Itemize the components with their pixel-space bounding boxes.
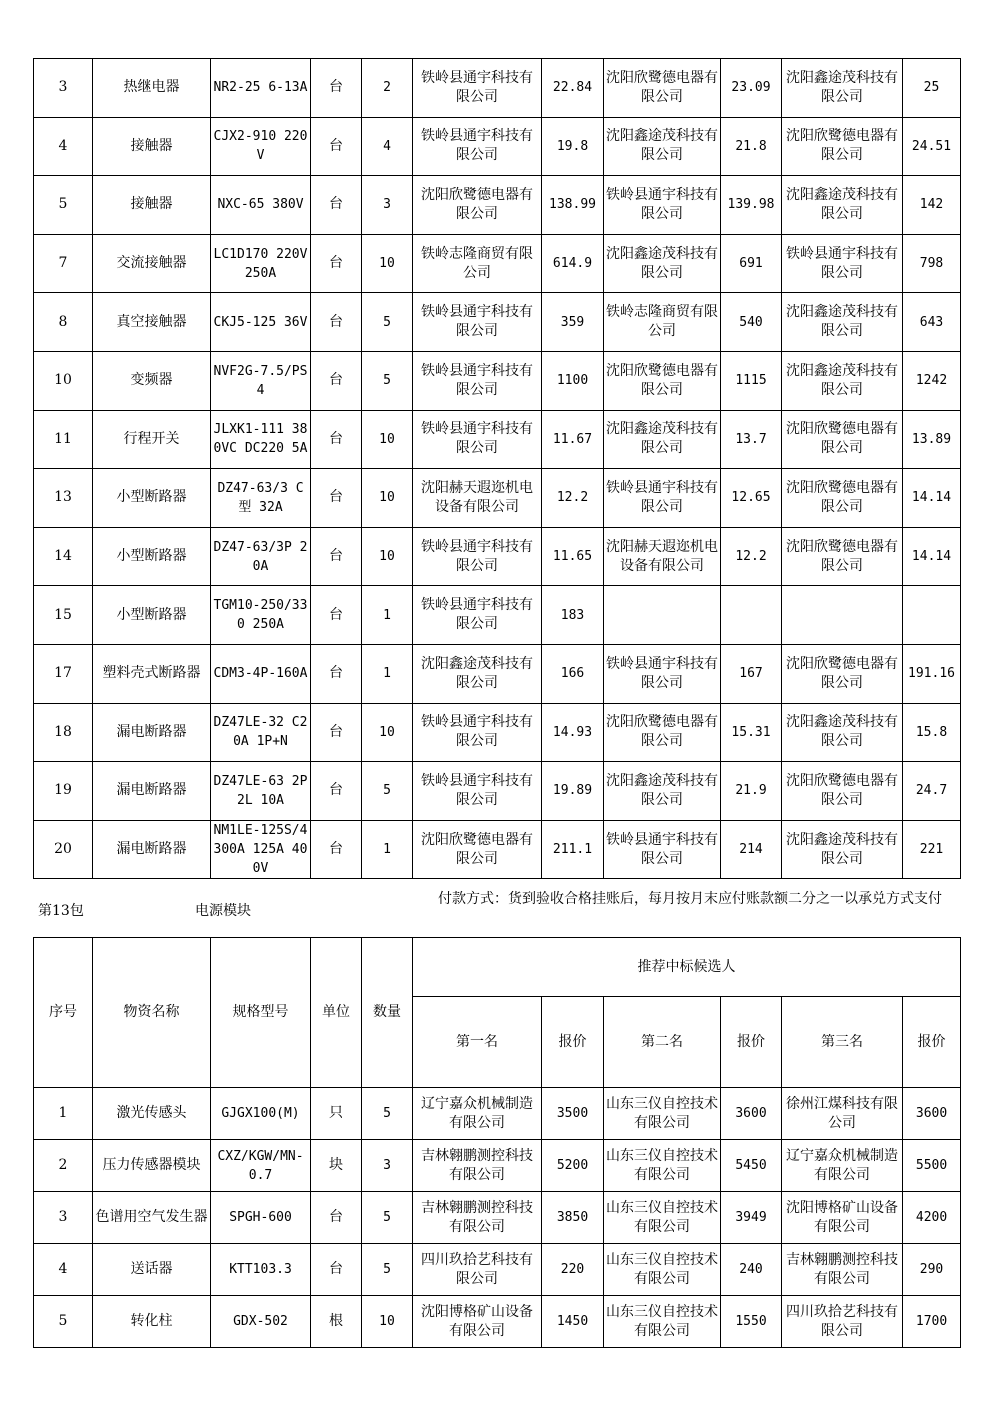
quantity-cell: 10 (362, 1296, 413, 1348)
unit-cell: 台 (311, 586, 362, 645)
quantity-cell: 4 (362, 117, 413, 176)
header-price2: 报价 (721, 997, 782, 1088)
third-candidate-cell: 沈阳鑫途茂科技有限公司 (782, 351, 903, 410)
row-number-cell: 10 (34, 351, 93, 410)
second-candidate-cell: 铁岭县通宇科技有限公司 (604, 644, 721, 703)
second-price-cell: 214 (721, 820, 782, 879)
third-candidate-cell: 沈阳欣鹭德电器有限公司 (782, 410, 903, 469)
third-price-cell: 4200 (903, 1192, 961, 1244)
table-row (34, 1088, 961, 1140)
third-candidate-cell: 铁岭县通宇科技有限公司 (782, 234, 903, 293)
first-candidate-cell: 沈阳鑫途茂科技有限公司 (413, 644, 542, 703)
spec-model-cell: JLXK1-111 380VC DC220 5A (211, 410, 311, 469)
quantity-cell: 10 (362, 234, 413, 293)
first-price-cell: 1450 (542, 1296, 604, 1348)
spec-model-cell: DZ47LE-63 2P2L 10A (211, 762, 311, 821)
header-name: 物资名称 (93, 938, 211, 1088)
third-candidate-cell: 沈阳鑫途茂科技有限公司 (782, 820, 903, 879)
second-candidate-cell: 铁岭县通宇科技有限公司 (604, 469, 721, 528)
item-name-cell: 小型断路器 (93, 586, 211, 645)
item-name-cell: 变频器 (93, 351, 211, 410)
first-candidate-cell: 铁岭县通宇科技有限公司 (413, 117, 542, 176)
spec-model-cell: CKJ5-125 36V (211, 293, 311, 352)
third-price-cell: 15.8 (903, 703, 961, 762)
third-price-cell: 643 (903, 293, 961, 352)
third-price-cell: 24.51 (903, 117, 961, 176)
item-name-cell: 激光传感头 (93, 1088, 211, 1140)
row-number-cell: 14 (34, 527, 93, 586)
row-number-cell: 7 (34, 234, 93, 293)
unit-cell: 台 (311, 1192, 362, 1244)
spec-model-cell: DZ47-63/3P 20A (211, 527, 311, 586)
row-number-cell: 4 (34, 117, 93, 176)
unit-cell: 根 (311, 1296, 362, 1348)
first-price-cell: 14.93 (542, 703, 604, 762)
first-price-cell: 1100 (542, 351, 604, 410)
third-candidate-cell: 沈阳博格矿山设备有限公司 (782, 1192, 903, 1244)
item-name-cell: 真空接触器 (93, 293, 211, 352)
first-candidate-cell: 铁岭县通宇科技有限公司 (413, 410, 542, 469)
unit-cell: 台 (311, 1244, 362, 1296)
unit-cell: 台 (311, 644, 362, 703)
second-price-cell: 21.9 (721, 762, 782, 821)
first-candidate-cell: 铁岭县通宇科技有限公司 (413, 293, 542, 352)
second-candidate-cell: 山东三仪自控技术有限公司 (604, 1296, 721, 1348)
header-second: 第二名 (604, 997, 721, 1088)
header-unit: 单位 (311, 938, 362, 1088)
quantity-cell: 10 (362, 410, 413, 469)
second-candidate-cell: 沈阳赫天遐迩机电设备有限公司 (604, 527, 721, 586)
quantity-cell: 1 (362, 644, 413, 703)
first-candidate-cell: 铁岭县通宇科技有限公司 (413, 762, 542, 821)
row-number-cell: 1 (34, 1088, 93, 1140)
row-number-cell: 11 (34, 410, 93, 469)
third-candidate-cell: 沈阳鑫途茂科技有限公司 (782, 176, 903, 235)
first-candidate-cell: 吉林翱鹏测控科技有限公司 (413, 1192, 542, 1244)
first-candidate-cell: 铁岭县通宇科技有限公司 (413, 351, 542, 410)
third-price-cell: 1242 (903, 351, 961, 410)
third-candidate-cell: 徐州江煤科技有限公司 (782, 1088, 903, 1140)
second-candidate-cell: 铁岭县通宇科技有限公司 (604, 176, 721, 235)
row-number-cell: 13 (34, 469, 93, 528)
second-candidate-cell: 沈阳鑫途茂科技有限公司 (604, 234, 721, 293)
first-price-cell: 19.89 (542, 762, 604, 821)
header-third: 第三名 (782, 997, 903, 1088)
unit-cell: 台 (311, 820, 362, 879)
quantity-cell: 1 (362, 586, 413, 645)
unit-cell: 台 (311, 351, 362, 410)
item-name-cell: 塑料壳式断路器 (93, 644, 211, 703)
header-qty: 数量 (362, 938, 413, 1088)
quantity-cell: 10 (362, 703, 413, 762)
spec-model-cell: GJGX100(M) (211, 1088, 311, 1140)
quantity-cell: 5 (362, 351, 413, 410)
payment-terms: 付款方式：货到验收合格挂账后，每月按月末应付账款额二分之一以承兑方式支付 (438, 891, 942, 907)
unit-cell: 台 (311, 234, 362, 293)
table-row (34, 762, 961, 821)
item-name-cell: 行程开关 (93, 410, 211, 469)
spec-model-cell: CXZ/KGW/MN-0.7 (211, 1140, 311, 1192)
row-number-cell: 19 (34, 762, 93, 821)
third-candidate-cell: 沈阳鑫途茂科技有限公司 (782, 293, 903, 352)
unit-cell: 台 (311, 410, 362, 469)
table-row (34, 293, 961, 352)
third-candidate-cell: 辽宁嘉众机械制造有限公司 (782, 1140, 903, 1192)
row-number-cell: 20 (34, 820, 93, 879)
second-price-cell: 3949 (721, 1192, 782, 1244)
second-price-cell: 12.2 (721, 527, 782, 586)
quantity-cell: 3 (362, 176, 413, 235)
row-number-cell: 2 (34, 1140, 93, 1192)
item-name-cell: 漏电断路器 (93, 703, 211, 762)
second-price-cell: 139.98 (721, 176, 782, 235)
third-candidate-cell: 沈阳欣鹭德电器有限公司 (782, 117, 903, 176)
unit-cell: 只 (311, 1088, 362, 1140)
quantity-cell: 5 (362, 293, 413, 352)
table-row (34, 644, 961, 703)
first-price-cell: 166 (542, 644, 604, 703)
header-spec: 规格型号 (211, 938, 311, 1088)
second-candidate-cell: 山东三仪自控技术有限公司 (604, 1244, 721, 1296)
second-candidate-cell: 铁岭志隆商贸有限公司 (604, 293, 721, 352)
item-name-cell: 接触器 (93, 117, 211, 176)
spec-model-cell: GDX-502 (211, 1296, 311, 1348)
quantity-cell: 5 (362, 1244, 413, 1296)
third-price-cell: 3600 (903, 1088, 961, 1140)
table-row (34, 176, 961, 235)
second-price-cell: 691 (721, 234, 782, 293)
second-candidate-cell: 沈阳鑫途茂科技有限公司 (604, 410, 721, 469)
second-price-cell: 12.65 (721, 469, 782, 528)
first-candidate-cell: 沈阳欣鹭德电器有限公司 (413, 820, 542, 879)
quantity-cell: 10 (362, 527, 413, 586)
first-price-cell: 3850 (542, 1192, 604, 1244)
second-candidate-cell: 沈阳欣鹭德电器有限公司 (604, 703, 721, 762)
spec-model-cell: TGM10-250/330 250A (211, 586, 311, 645)
item-name-cell: 漏电断路器 (93, 820, 211, 879)
first-price-cell: 5200 (542, 1140, 604, 1192)
header-candidates: 推荐中标候选人 (413, 938, 961, 997)
second-price-cell: 1115 (721, 351, 782, 410)
table-row (34, 1140, 961, 1192)
first-candidate-cell: 铁岭县通宇科技有限公司 (413, 586, 542, 645)
unit-cell: 台 (311, 176, 362, 235)
third-price-cell: 1700 (903, 1296, 961, 1348)
table-row (34, 1296, 961, 1348)
second-price-cell (721, 586, 782, 645)
spec-model-cell: NR2-25 6-13A (211, 59, 311, 118)
header-price3: 报价 (903, 997, 961, 1088)
header-price1: 报价 (542, 997, 604, 1088)
unit-cell: 台 (311, 117, 362, 176)
unit-cell: 台 (311, 469, 362, 528)
third-price-cell: 14.14 (903, 527, 961, 586)
item-name-cell: 漏电断路器 (93, 762, 211, 821)
row-number-cell: 3 (34, 59, 93, 118)
second-candidate-cell: 沈阳鑫途茂科技有限公司 (604, 762, 721, 821)
first-candidate-cell: 沈阳欣鹭德电器有限公司 (413, 176, 542, 235)
third-price-cell: 14.14 (903, 469, 961, 528)
first-price-cell: 220 (542, 1244, 604, 1296)
table-row (34, 469, 961, 528)
quantity-cell: 5 (362, 762, 413, 821)
third-price-cell: 191.16 (903, 644, 961, 703)
second-candidate-cell: 山东三仪自控技术有限公司 (604, 1088, 721, 1140)
unit-cell: 块 (311, 1140, 362, 1192)
third-candidate-cell: 沈阳鑫途茂科技有限公司 (782, 703, 903, 762)
item-name-cell: 小型断路器 (93, 469, 211, 528)
second-price-cell: 15.31 (721, 703, 782, 762)
first-price-cell: 183 (542, 586, 604, 645)
quantity-cell: 5 (362, 1192, 413, 1244)
row-number-cell: 4 (34, 1244, 93, 1296)
quantity-cell: 5 (362, 1088, 413, 1140)
quantity-cell: 1 (362, 820, 413, 879)
package-name: 电源模块 (195, 903, 251, 919)
third-price-cell (903, 586, 961, 645)
third-price-cell: 142 (903, 176, 961, 235)
second-candidate-cell: 山东三仪自控技术有限公司 (604, 1192, 721, 1244)
row-number-cell: 17 (34, 644, 93, 703)
first-price-cell: 19.8 (542, 117, 604, 176)
second-candidate-cell: 山东三仪自控技术有限公司 (604, 1140, 721, 1192)
first-price-cell: 614.9 (542, 234, 604, 293)
table-row (34, 527, 961, 586)
table-row (34, 703, 961, 762)
table-row (34, 820, 961, 879)
second-price-cell: 3600 (721, 1088, 782, 1140)
first-price-cell: 3500 (542, 1088, 604, 1140)
third-price-cell: 13.89 (903, 410, 961, 469)
second-price-cell: 167 (721, 644, 782, 703)
first-candidate-cell: 铁岭县通宇科技有限公司 (413, 59, 542, 118)
spec-model-cell: LC1D170 220V 250A (211, 234, 311, 293)
second-price-cell: 13.7 (721, 410, 782, 469)
first-price-cell: 11.67 (542, 410, 604, 469)
second-candidate-cell: 沈阳欣鹭德电器有限公司 (604, 351, 721, 410)
third-candidate-cell: 沈阳欣鹭德电器有限公司 (782, 644, 903, 703)
package-label: 第13包 (38, 903, 84, 919)
row-number-cell: 3 (34, 1192, 93, 1244)
first-price-cell: 211.1 (542, 820, 604, 879)
third-candidate-cell: 沈阳欣鹭德电器有限公司 (782, 469, 903, 528)
first-candidate-cell: 铁岭志隆商贸有限公司 (413, 234, 542, 293)
first-candidate-cell: 沈阳赫天遐迩机电设备有限公司 (413, 469, 542, 528)
first-price-cell: 22.84 (542, 59, 604, 118)
quantity-cell: 2 (362, 59, 413, 118)
second-price-cell: 240 (721, 1244, 782, 1296)
second-price-cell: 540 (721, 293, 782, 352)
second-candidate-cell: 沈阳欣鹭德电器有限公司 (604, 59, 721, 118)
third-price-cell: 5500 (903, 1140, 961, 1192)
spec-model-cell: NVF2G-7.5/PS4 (211, 351, 311, 410)
spec-model-cell: NM1LE-125S/4300A 125A 400V (211, 820, 311, 879)
item-name-cell: 转化柱 (93, 1296, 211, 1348)
third-candidate-cell: 四川玖拾艺科技有限公司 (782, 1296, 903, 1348)
third-candidate-cell: 沈阳鑫途茂科技有限公司 (782, 59, 903, 118)
unit-cell: 台 (311, 59, 362, 118)
table-row (34, 1192, 961, 1244)
third-candidate-cell: 沈阳欣鹭德电器有限公司 (782, 527, 903, 586)
third-price-cell: 798 (903, 234, 961, 293)
header-first: 第一名 (413, 997, 542, 1088)
first-candidate-cell: 四川玖拾艺科技有限公司 (413, 1244, 542, 1296)
second-candidate-cell: 铁岭县通宇科技有限公司 (604, 820, 721, 879)
item-name-cell: 压力传感器模块 (93, 1140, 211, 1192)
spec-model-cell: CJX2-910 220V (211, 117, 311, 176)
first-candidate-cell: 铁岭县通宇科技有限公司 (413, 527, 542, 586)
first-price-cell: 12.2 (542, 469, 604, 528)
bid-table-package-13 (33, 937, 961, 1348)
table-row (34, 586, 961, 645)
bid-table-continued (33, 58, 961, 879)
table-row (34, 117, 961, 176)
second-price-cell: 23.09 (721, 59, 782, 118)
first-candidate-cell: 沈阳博格矿山设备有限公司 (413, 1296, 542, 1348)
table-row (34, 1244, 961, 1296)
spec-model-cell: KTT103.3 (211, 1244, 311, 1296)
row-number-cell: 5 (34, 1296, 93, 1348)
second-price-cell: 5450 (721, 1140, 782, 1192)
first-candidate-cell: 辽宁嘉众机械制造有限公司 (413, 1088, 542, 1140)
spec-model-cell: DZ47LE-32 C20A 1P+N (211, 703, 311, 762)
unit-cell: 台 (311, 703, 362, 762)
quantity-cell: 10 (362, 469, 413, 528)
table-row (34, 59, 961, 118)
second-price-cell: 21.8 (721, 117, 782, 176)
row-number-cell: 8 (34, 293, 93, 352)
first-candidate-cell: 吉林翱鹏测控科技有限公司 (413, 1140, 542, 1192)
unit-cell: 台 (311, 527, 362, 586)
table-row (34, 351, 961, 410)
third-candidate-cell: 吉林翱鹏测控科技有限公司 (782, 1244, 903, 1296)
third-price-cell: 290 (903, 1244, 961, 1296)
third-price-cell: 25 (903, 59, 961, 118)
table-row (34, 234, 961, 293)
third-price-cell: 221 (903, 820, 961, 879)
item-name-cell: 热继电器 (93, 59, 211, 118)
item-name-cell: 小型断路器 (93, 527, 211, 586)
first-price-cell: 359 (542, 293, 604, 352)
third-candidate-cell: 沈阳欣鹭德电器有限公司 (782, 762, 903, 821)
item-name-cell: 交流接触器 (93, 234, 211, 293)
first-price-cell: 138.99 (542, 176, 604, 235)
second-candidate-cell: 沈阳鑫途茂科技有限公司 (604, 117, 721, 176)
header-no: 序号 (34, 938, 93, 1088)
spec-model-cell: CDM3-4P-160A (211, 644, 311, 703)
third-price-cell: 24.7 (903, 762, 961, 821)
item-name-cell: 送话器 (93, 1244, 211, 1296)
row-number-cell: 18 (34, 703, 93, 762)
item-name-cell: 接触器 (93, 176, 211, 235)
spec-model-cell: SPGH-600 (211, 1192, 311, 1244)
first-price-cell: 11.65 (542, 527, 604, 586)
item-name-cell: 色谱用空气发生器 (93, 1192, 211, 1244)
spec-model-cell: NXC-65 380V (211, 176, 311, 235)
quantity-cell: 3 (362, 1140, 413, 1192)
spec-model-cell: DZ47-63/3 C型 32A (211, 469, 311, 528)
unit-cell: 台 (311, 762, 362, 821)
second-candidate-cell (604, 586, 721, 645)
second-price-cell: 1550 (721, 1296, 782, 1348)
unit-cell: 台 (311, 293, 362, 352)
first-candidate-cell: 铁岭县通宇科技有限公司 (413, 703, 542, 762)
row-number-cell: 15 (34, 586, 93, 645)
table-row (34, 410, 961, 469)
third-candidate-cell (782, 586, 903, 645)
row-number-cell: 5 (34, 176, 93, 235)
